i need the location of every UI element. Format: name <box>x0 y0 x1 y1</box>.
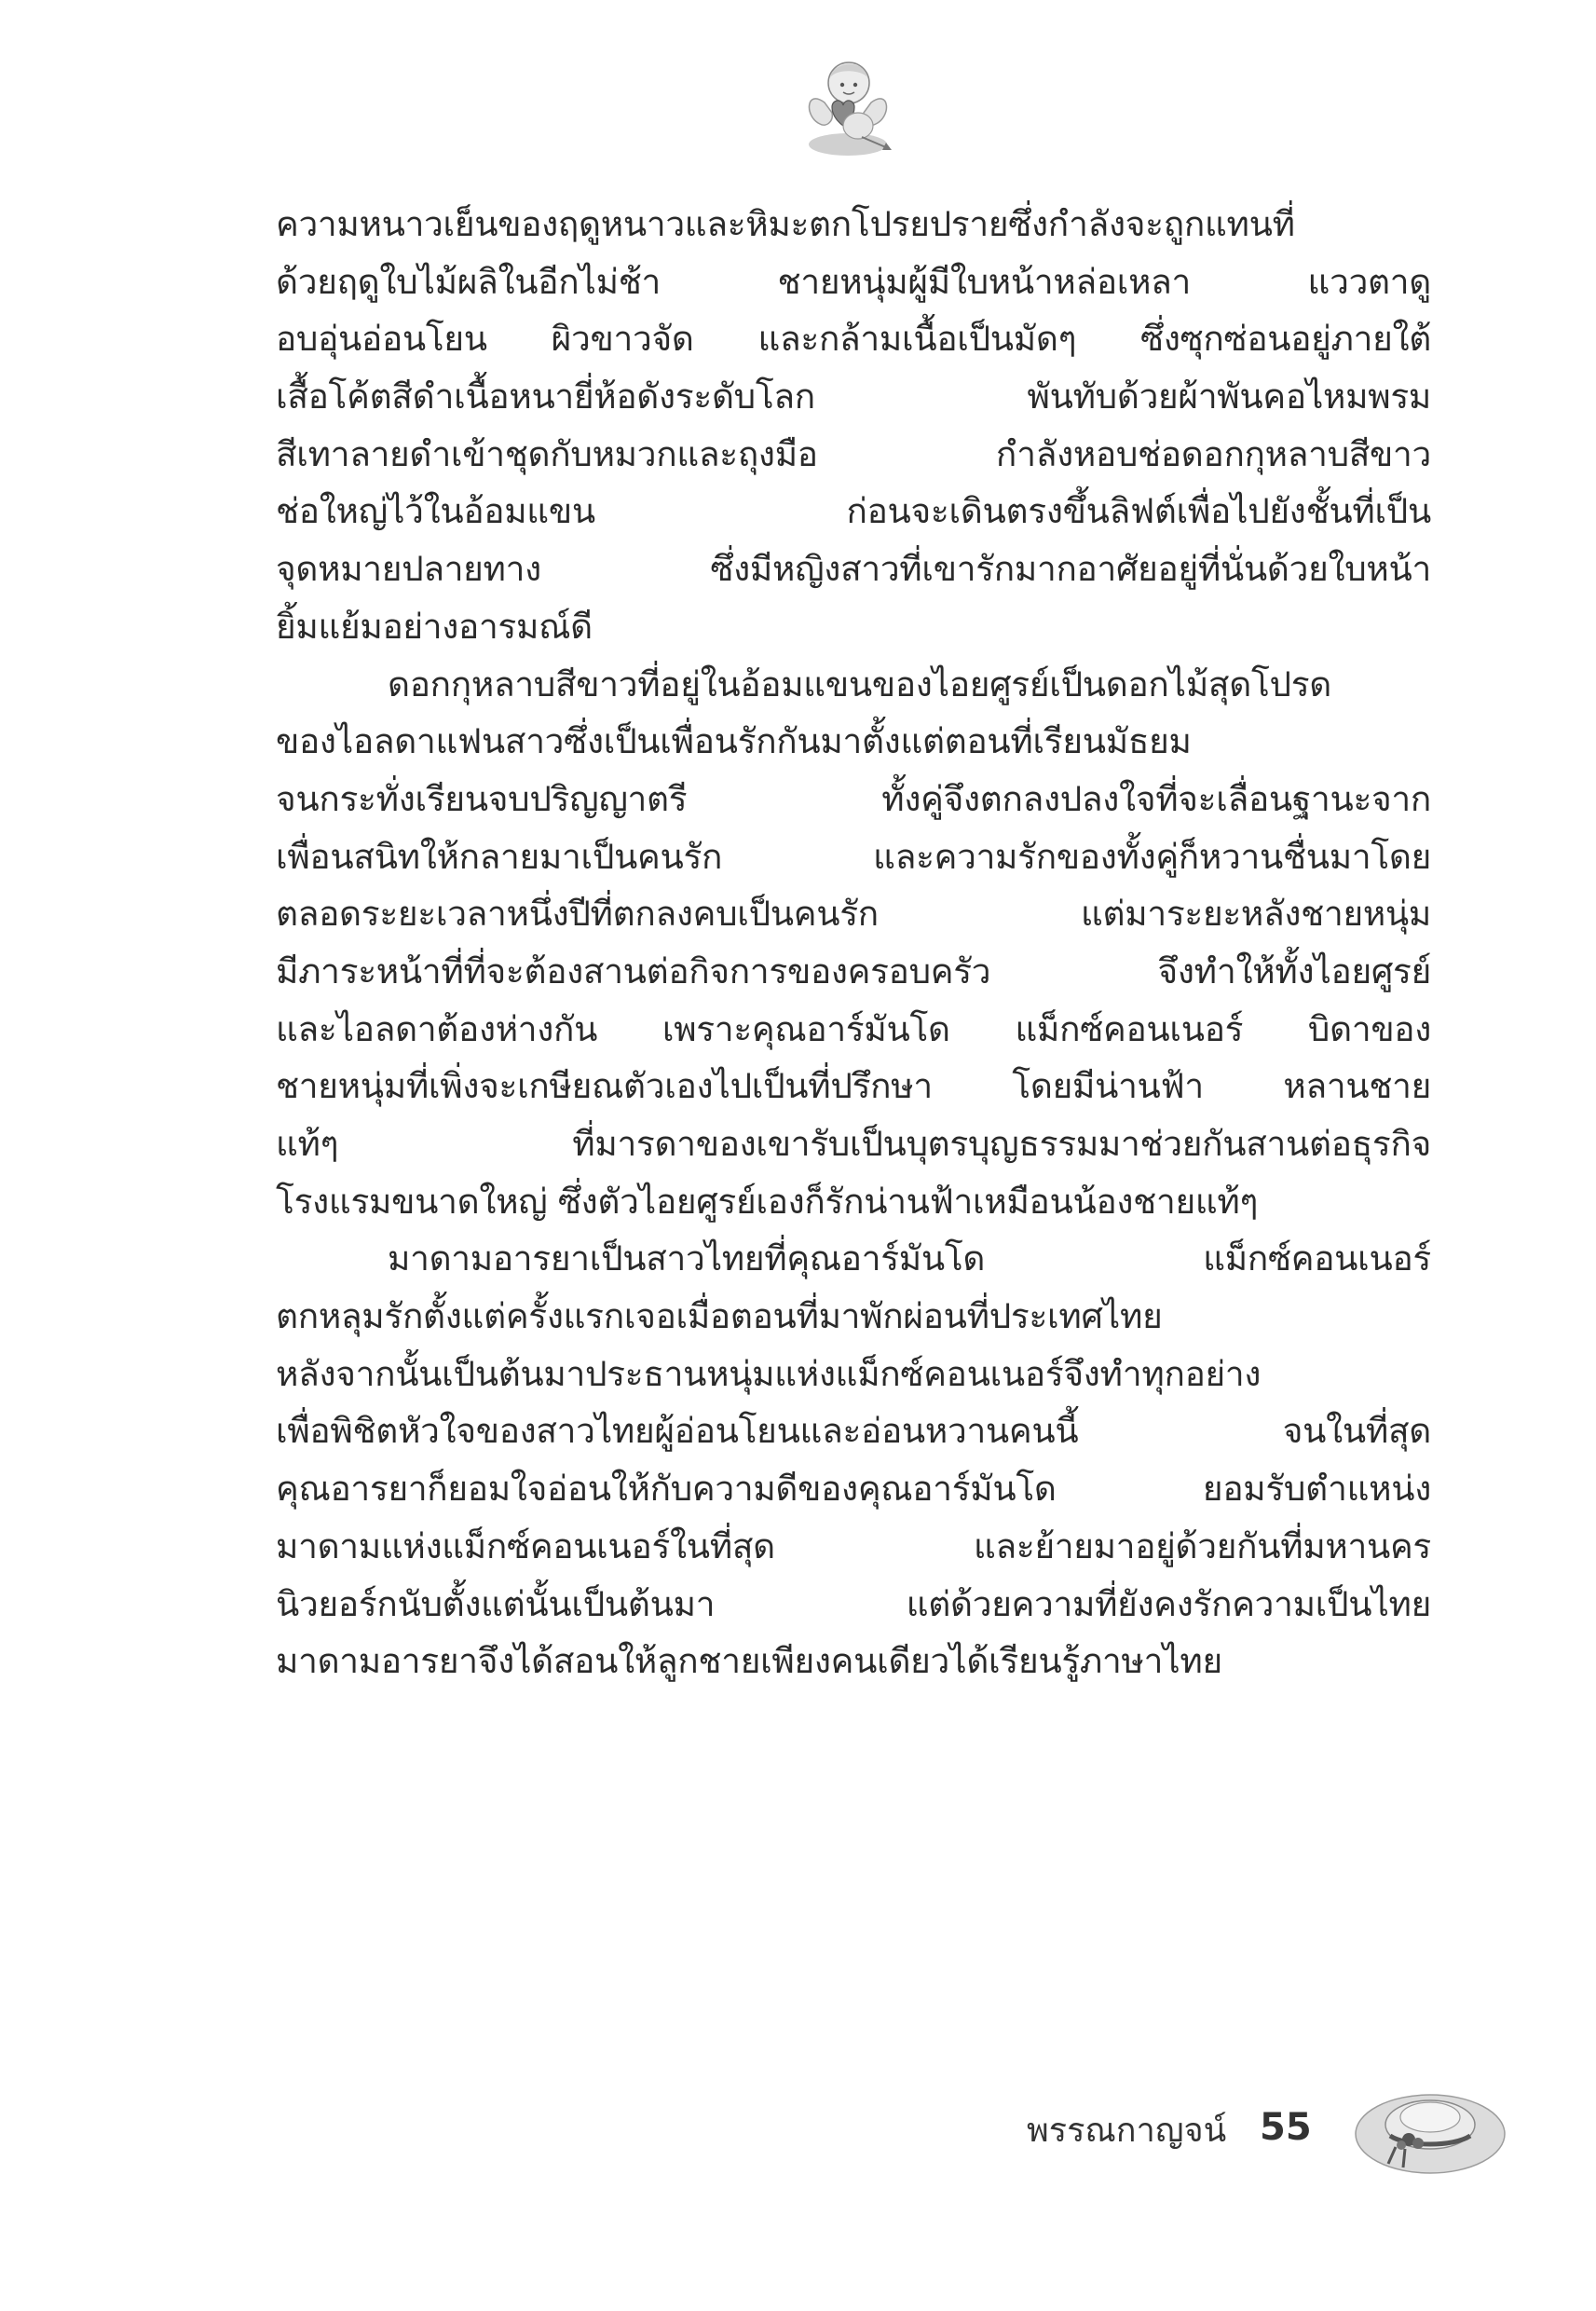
text-line: มีภาระหน้าที่ที่จะต้องสานต่อกิจการของครอบครัว จึงทำให้ทั้งไอยศูรย์ <box>276 950 1431 991</box>
running-footer-title: พรรณกาญจน์ <box>1027 2112 1227 2150</box>
text-line: ช่อใหญ่ไว้ในอ้อมแขน ก่อนจะเดินตรงขึ้นลิฟต์เพื่อไปยังชั้นที่เป็น <box>276 491 1431 532</box>
text-line: เสื้อโค้ตสีดำเนื้อหนายี่ห้อดังระดับโลก พันทับด้วยผ้าพันคอไหมพรม <box>276 376 1431 417</box>
text-line: ความหนาวเย็นของฤดูหนาวและหิมะตกโปรยปรายซึ่งกำลังจะถูกแทนที่ <box>276 204 1295 244</box>
text-line: สีเทาลายดำเข้าชุดกับหมวกและถุงมือ กำลังหอบช่อดอกกุหลาบสีขาว <box>276 433 1431 474</box>
text-line: ของไอลดาแฟนสาวซึ่งเป็นเพื่อนรักกันมาตั้งแต่ตอนที่เรียนมัธยม <box>276 721 1192 762</box>
text-line: คุณอารยาก็ยอมใจอ่อนให้กับความดีของคุณอาร์มันโด ยอมรับตำแหน่ง <box>276 1469 1431 1510</box>
text-line: จุดหมายปลายทาง ซึ่งมีหญิงสาวที่เขารักมากอาศัยอยู่ที่นั่นด้วยใบหน้า <box>276 549 1431 590</box>
text-line: เพื่อนสนิทให้กลายมาเป็นคนรัก และความรักของทั้งคู่ก็หวานชื่นมาโดย <box>276 836 1431 877</box>
text-line: มาดามอารยาจึงได้สอนให้ลูกชายเพียงคนเดียวได้เรียนรู้ภาษาไทย <box>276 1641 1222 1682</box>
text-line: แท้ๆ ที่มารดาของเขารับเป็นบุตรบุญธรรมมาช่วยกันสานต่อธุรกิจ <box>276 1124 1431 1164</box>
text-line: ตลอดระยะเวลาหนึ่งปีที่ตกลงคบเป็นคนรัก แต่มาระยะหลังชายหนุ่ม <box>276 894 1431 935</box>
text-line: มาดามแห่งแม็กซ์คอนเนอร์ในที่สุด และย้ายมาอยู่ด้วยกันที่มหานคร <box>276 1525 1431 1566</box>
text-line: และไอลดาต้องห่างกัน เพราะคุณอาร์มันโด แม็กซ์คอนเนอร์ บิดาของ <box>276 1008 1431 1049</box>
page-number: 55 <box>1260 2106 1312 2149</box>
cupid-ornament-icon <box>797 51 899 163</box>
text-line: มาดามอารยาเป็นสาวไทยที่คุณอาร์มันโด แม็กซ์คอนเนอร์ <box>388 1238 1431 1279</box>
text-line: นิวยอร์กนับตั้งแต่นั้นเป็นต้นมา แต่ด้วยความที่ยังคงรักความเป็นไทย <box>276 1583 1431 1624</box>
text-line: ตกหลุมรักตั้งแต่ครั้งแรกเจอเมื่อตอนที่มาพักผ่อนที่ประเทศไทย <box>276 1296 1163 1337</box>
text-line: เพื่อพิชิตหัวใจของสาวไทยผู้อ่อนโยนและอ่อนหวานคนนี้ จนในที่สุด <box>276 1411 1431 1452</box>
text-line: ดอกกุหลาบสีขาวที่อยู่ในอ้อมแขนของไอยศูรย์เป็นดอกไม้สุดโปรด <box>388 663 1332 704</box>
text-line: ด้วยฤดูใบไม้ผลิในอีกไม่ช้า ชายหนุ่มผู้มีใบหน้าหล่อเหลา แววตาดู <box>276 261 1431 302</box>
hat-ornament-icon <box>1351 2078 1509 2181</box>
body-text <box>276 196 1431 1690</box>
text-line: ชายหนุ่มที่เพิ่งจะเกษียณตัวเองไปเป็นที่ปรึกษา โดยมีน่านฟ้า หลานชาย <box>276 1066 1431 1107</box>
text-line: โรงแรมขนาดใหญ่ ซึ่งตัวไอยศูรย์เองก็รักน่านฟ้าเหมือนน้องชายแท้ๆ <box>276 1181 1259 1222</box>
text-line: ยิ้มแย้มอย่างอารมณ์ดี <box>276 606 593 647</box>
text-line: อบอุ่นอ่อนโยน ผิวขาวจัด และกล้ามเนื้อเป็นมัดๆ ซึ่งซุกซ่อนอยู่ภายใต้ <box>276 319 1431 360</box>
text-line: หลังจากนั้นเป็นต้นมาประธานหนุ่มแห่งแม็กซ์คอนเนอร์จึงทำทุกอย่าง <box>276 1353 1262 1394</box>
text-line: จนกระทั่งเรียนจบปริญญาตรี ทั้งคู่จึงตกลงปลงใจที่จะเลื่อนฐานะจาก <box>276 778 1431 819</box>
